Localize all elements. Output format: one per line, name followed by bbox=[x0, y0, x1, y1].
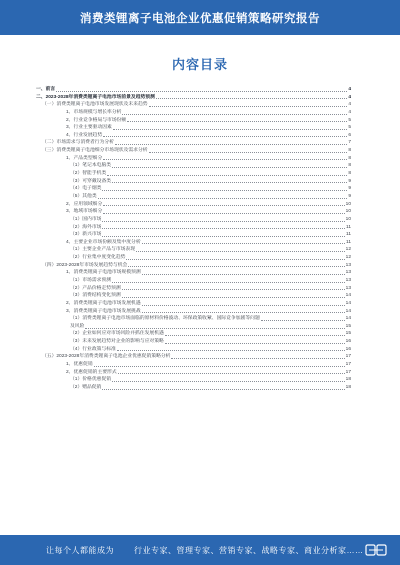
toc-entry[interactable] bbox=[36, 224, 351, 232]
toc-entry-label: 一、前言 bbox=[36, 86, 56, 92]
toc-leader-dots bbox=[122, 289, 345, 290]
toc-entry[interactable] bbox=[36, 292, 351, 300]
toc-entry-page: 18 bbox=[345, 377, 351, 383]
report-title: 消费类锂离子电池企业优惠促销策略研究报告 bbox=[80, 12, 320, 25]
toc-entry-page: 5 bbox=[348, 125, 351, 131]
toc-leader-dots bbox=[107, 175, 347, 176]
toc-heading: 内容目录 bbox=[171, 57, 228, 72]
toc-leader-dots bbox=[94, 366, 345, 367]
toc-leader-dots bbox=[261, 320, 345, 321]
toc-entry[interactable] bbox=[36, 346, 351, 354]
toc-entry-page: 14 bbox=[345, 300, 351, 306]
toc-entry-label: （四）2023-2028年市场发展趋势与机会 bbox=[42, 262, 128, 268]
toc-entry[interactable] bbox=[36, 231, 351, 239]
footer-slogan: 让每个人都能成为 bbox=[46, 545, 114, 555]
toc-entry-label: （4）行业政策与标准 bbox=[70, 346, 116, 352]
toc-entry[interactable] bbox=[36, 285, 351, 293]
toc-entry-page: 14 bbox=[345, 308, 351, 314]
toc-entry[interactable] bbox=[36, 170, 351, 178]
toc-entry-label: （一）消费类锂离子电池市场发展现状及未来趋势 bbox=[42, 102, 148, 108]
toc-entry-label: 1、优惠促销 bbox=[66, 362, 93, 368]
toc-entry-label: （2）赠品促销 bbox=[70, 384, 102, 390]
toc-leader-dots bbox=[115, 144, 347, 145]
toc-leader-dots bbox=[102, 190, 347, 191]
toc-leader-dots bbox=[126, 259, 344, 260]
toc-entry-page: 14 bbox=[345, 293, 351, 299]
toc-entry-page: 8 bbox=[348, 148, 351, 154]
toc-leader-dots bbox=[103, 159, 347, 160]
toc-entry[interactable] bbox=[36, 239, 351, 247]
toc-leader-dots bbox=[149, 152, 348, 153]
toc-entry[interactable] bbox=[36, 193, 351, 201]
footer-bar bbox=[0, 535, 400, 565]
toc-entry-page: 17 bbox=[345, 362, 351, 368]
toc-entry-label: （3）新兴市场 bbox=[70, 232, 102, 238]
toc-entry-label: （1）笔记本电脑类 bbox=[70, 163, 112, 169]
toc-entry[interactable] bbox=[36, 109, 351, 117]
toc-entry-label: （2）企业如何应对市场风险并抓住发展机遇 bbox=[70, 331, 164, 337]
toc-entry[interactable] bbox=[36, 86, 351, 94]
toc-entry-label: （1）消费类锂离子电池市场面临的原材料价格波动、环保政策收紧、国际竞争加剧等问题 bbox=[70, 316, 260, 322]
toc-entry-page: 16 bbox=[345, 339, 351, 345]
toc-entry[interactable] bbox=[36, 178, 351, 186]
toc-entry[interactable] bbox=[36, 277, 351, 285]
toc-leader-dots bbox=[118, 373, 345, 374]
toc-entry-page: 12 bbox=[345, 247, 351, 253]
toc-entry-page: 5 bbox=[348, 117, 351, 123]
toc-leader-dots bbox=[112, 381, 345, 382]
toc-leader-dots bbox=[98, 198, 348, 199]
toc-leader-dots bbox=[122, 114, 347, 115]
toc-entry-label: 3、行业主要驱动因素 bbox=[66, 125, 112, 131]
toc-entry[interactable] bbox=[36, 185, 351, 193]
toc-leader-dots bbox=[142, 312, 345, 313]
toc-entry-page: 4 bbox=[348, 86, 351, 92]
toc-entry[interactable] bbox=[36, 269, 351, 277]
toc-leader-dots bbox=[112, 282, 345, 283]
toc-entry[interactable] bbox=[36, 376, 351, 384]
toc-entry-page: 6 bbox=[348, 132, 351, 138]
toc-entry-label: （1）市场需求预测 bbox=[70, 278, 112, 283]
toc-entry-label: （1）价格优惠促销 bbox=[70, 377, 112, 383]
toc-entry-page: 14 bbox=[345, 316, 351, 322]
toc-entry[interactable] bbox=[36, 384, 351, 392]
toc-entry-label: （1）国内市场 bbox=[70, 216, 102, 222]
toc-leader-dots bbox=[102, 389, 344, 390]
toc-entry-label: 2、消费类锂离子电池市场发展机遇 bbox=[66, 300, 141, 306]
header-bar bbox=[0, 0, 400, 35]
toc-entry-label: 1、产品类型细分 bbox=[66, 155, 103, 161]
toc-entry-page: 9 bbox=[348, 178, 351, 184]
toc-leader-dots bbox=[102, 228, 345, 229]
toc-entry[interactable] bbox=[36, 369, 351, 377]
toc-entry-label: （5）其他类 bbox=[70, 193, 97, 199]
toc-leader-dots bbox=[128, 266, 344, 267]
toc-entry-label: 1、市场规模与增长率分析 bbox=[66, 109, 122, 115]
toc-leader-dots bbox=[165, 335, 345, 336]
toc-leader-dots bbox=[156, 98, 347, 99]
toc-entry-label: 及风险 bbox=[70, 323, 85, 329]
toc-leader-dots bbox=[142, 243, 345, 244]
toc-entry-label: （1）主要企业产品与市场表现 bbox=[70, 247, 136, 253]
toc-leader-dots bbox=[103, 205, 344, 206]
toc-leader-dots bbox=[165, 343, 345, 344]
toc-entry[interactable] bbox=[36, 208, 351, 216]
toc-entry-label: 4、行业发展趋势 bbox=[66, 132, 103, 138]
toc-entry-page: 15 bbox=[345, 331, 351, 337]
toc-entry[interactable] bbox=[36, 338, 351, 346]
toc-entry[interactable] bbox=[36, 201, 351, 209]
toc-entry-label: （2）海外市场 bbox=[70, 224, 102, 230]
toc-leader-dots bbox=[103, 213, 344, 214]
toc-entry-label: （2）行业集中度变化趋势 bbox=[70, 255, 126, 261]
toc-entry-label: 2、优惠促销的主要形式 bbox=[66, 369, 117, 375]
toc-entry[interactable] bbox=[36, 323, 351, 331]
toc-leader-dots bbox=[56, 91, 347, 92]
toc-leader-dots bbox=[142, 305, 345, 306]
toc-entry-label: （三）消费类锂离子电池细分市场现状及需求分析 bbox=[42, 148, 148, 154]
toc-leader-dots bbox=[102, 236, 345, 237]
footer-roles: 行业专家、管理专家、营销专家、战略专家、商业分析家…… bbox=[134, 545, 364, 555]
toc-leader-dots bbox=[122, 297, 345, 298]
toc-entry[interactable] bbox=[36, 300, 351, 308]
toc-leader-dots bbox=[103, 136, 347, 137]
toc-entry-page: 9 bbox=[348, 193, 351, 199]
toc-entry[interactable] bbox=[36, 262, 351, 270]
toc-leader-dots bbox=[149, 106, 348, 107]
toc-entry-label: （二）市场需求与消费者行为分析 bbox=[42, 140, 114, 146]
toc-entry-label: （3）消费结构变化预测 bbox=[70, 293, 121, 299]
toc-entry-label: （2）智能手机类 bbox=[70, 171, 107, 177]
toc-entry-page: 13 bbox=[345, 285, 351, 291]
toc-entry-page: 11 bbox=[346, 224, 351, 230]
toc-entry-label: 3、地域市场细分 bbox=[66, 209, 103, 215]
toc-leader-dots bbox=[127, 121, 347, 122]
toc-entry-page: 10 bbox=[345, 201, 351, 207]
toc-entry[interactable] bbox=[36, 353, 351, 361]
toc-entry-page: 15 bbox=[345, 323, 351, 329]
toc-entry[interactable] bbox=[36, 246, 351, 254]
toc-entry-page: 13 bbox=[345, 270, 351, 276]
toc-entry-page: 17 bbox=[345, 354, 351, 360]
toc-entry-page: 10 bbox=[345, 209, 351, 215]
toc-entry-page: 8 bbox=[348, 155, 351, 161]
toc-entry-page: 10 bbox=[345, 216, 351, 222]
toc-entry-label: 3、消费类锂离子电池市场发展挑战 bbox=[66, 308, 141, 314]
toc-entry-page: 16 bbox=[345, 346, 351, 352]
toc-entry[interactable] bbox=[36, 101, 351, 109]
toc-entry-label: （4）电子烟类 bbox=[70, 186, 102, 192]
toc-entry-label: 2、应用领域细分 bbox=[66, 201, 103, 207]
toc-leader-dots bbox=[102, 221, 344, 222]
toc-entry-page: 4 bbox=[348, 94, 351, 100]
toc-entry[interactable] bbox=[36, 117, 351, 125]
toc-entry-label: （3）可穿戴设备类 bbox=[70, 178, 112, 184]
toc-entry-label: 二、2023-2028年消费类锂离子电池市场前景及趋势预测 bbox=[36, 94, 155, 100]
toc-leader-dots bbox=[136, 251, 345, 252]
toc-leader-dots bbox=[171, 358, 344, 359]
brand-logo-icon bbox=[365, 543, 387, 557]
table-of-contents bbox=[36, 86, 351, 392]
toc-entry[interactable] bbox=[36, 162, 351, 170]
toc-entry[interactable] bbox=[36, 331, 351, 339]
toc-entry-page: 13 bbox=[345, 262, 351, 268]
toc-entry-page: 4 bbox=[348, 102, 351, 108]
toc-entry-page: 12 bbox=[345, 255, 351, 261]
toc-leader-dots bbox=[112, 167, 347, 168]
toc-entry[interactable] bbox=[36, 139, 351, 147]
toc-entry[interactable] bbox=[36, 361, 351, 369]
toc-entry-page: 17 bbox=[345, 369, 351, 375]
toc-entry-page: 11 bbox=[346, 239, 351, 245]
toc-entry-label: 1、消费类锂离子电池市场规模预测 bbox=[66, 270, 141, 276]
toc-entry-page: 8 bbox=[348, 163, 351, 169]
toc-leader-dots bbox=[112, 182, 347, 183]
toc-entry-page: 11 bbox=[346, 232, 351, 238]
toc-entry-label: （3）未来发展趋势对企业的影响与应对策略 bbox=[70, 339, 164, 345]
toc-entry[interactable] bbox=[36, 308, 351, 316]
toc-entry[interactable] bbox=[36, 254, 351, 262]
toc-leader-dots bbox=[117, 350, 345, 351]
toc-entry-label: （2）产品价格走势预测 bbox=[70, 285, 121, 291]
toc-entry[interactable] bbox=[36, 132, 351, 140]
toc-entry[interactable] bbox=[36, 124, 351, 132]
toc-entry-page: 13 bbox=[345, 278, 351, 283]
toc-entry[interactable] bbox=[36, 155, 351, 163]
toc-entry[interactable] bbox=[36, 94, 351, 102]
toc-entry-page: 9 bbox=[348, 186, 351, 192]
toc-entry-page: 4 bbox=[348, 109, 351, 115]
toc-entry[interactable] bbox=[36, 315, 351, 323]
toc-leader-dots bbox=[85, 328, 344, 329]
toc-entry-page: 8 bbox=[348, 171, 351, 177]
toc-entry-label: 2、行业竞争格局与市场份额 bbox=[66, 117, 127, 123]
toc-entry[interactable] bbox=[36, 216, 351, 224]
toc-entry-label: 4、主要企业市场份额及集中度分析 bbox=[66, 239, 141, 245]
toc-leader-dots bbox=[113, 129, 347, 130]
toc-leader-dots bbox=[142, 274, 345, 275]
toc-entry-label: （五）2023-2028年消费类锂离子电池企业优惠促销策略分析 bbox=[42, 354, 171, 360]
toc-entry[interactable] bbox=[36, 147, 351, 155]
toc-entry-page: 7 bbox=[348, 140, 351, 146]
toc-entry-page: 18 bbox=[345, 384, 351, 390]
